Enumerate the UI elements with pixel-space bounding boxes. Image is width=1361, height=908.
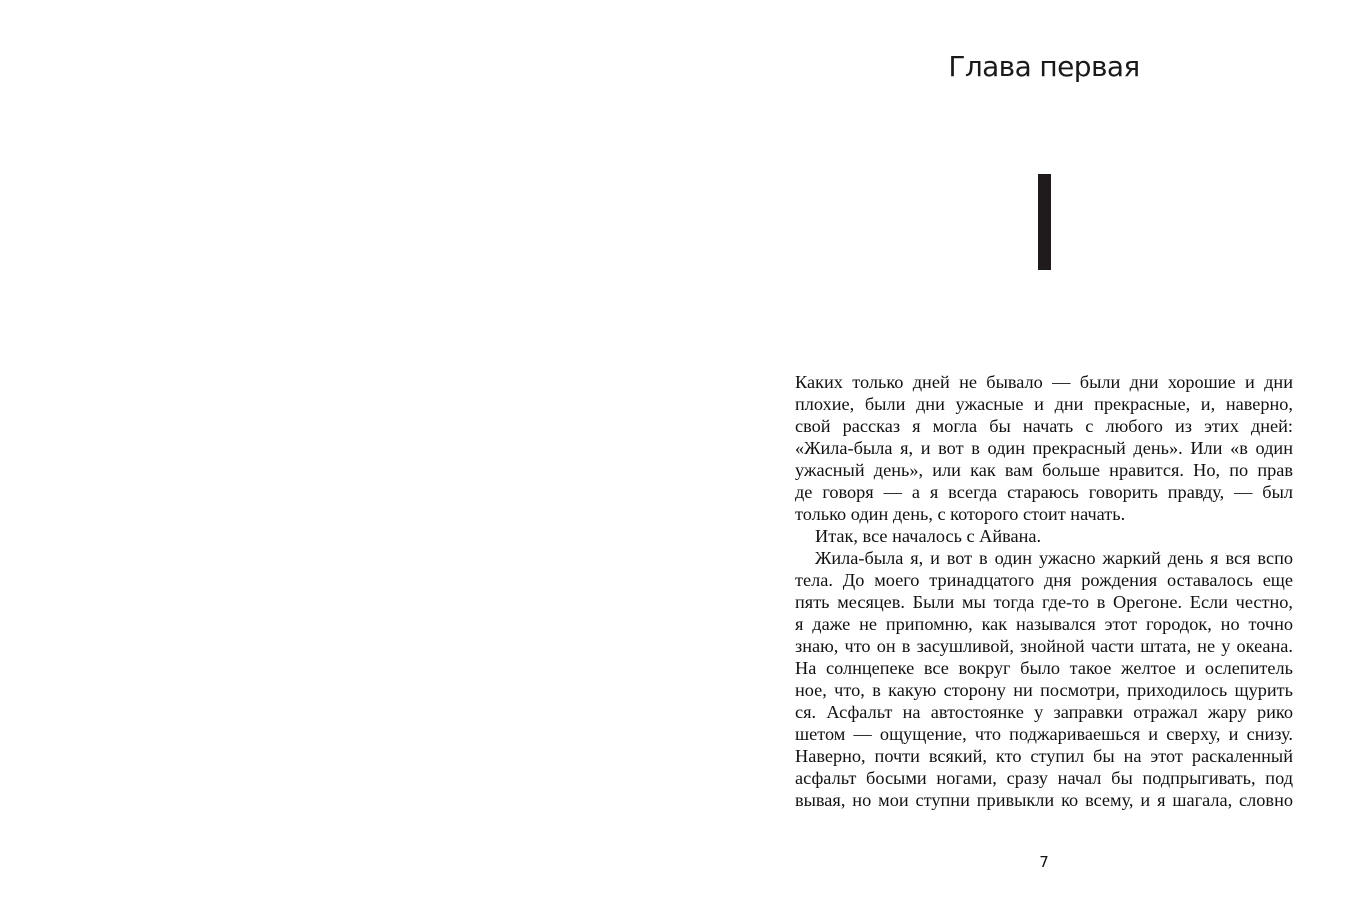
page-number: 7 [1039,853,1049,871]
text-line: Наверно, почти всякий, кто ступил бы на этот раскаленный [795,746,1293,766]
text-line: пять месяцев. Были мы тогда где-то в Орегоне. Если честно, [795,592,1293,612]
text-line: На солнцепеке все вокруг было такое желтое и ослепитель [795,658,1293,678]
text-line: асфальт босыми ногами, сразу начал бы подпрыгивать, под [795,768,1293,788]
text-line: Итак, все началось с Айвана. [815,526,1042,546]
text-line: знаю, что он в засушливой, знойной части штата, не у океана. [795,636,1293,656]
text-line: вывая, но мои ступни привыкли ко всему, и я шагала, словно [795,790,1293,810]
text-line: только один день, с которого стоит начать. [795,504,1126,524]
text-line: шетом — ощущение, что поджариваешься и сверху, и снизу. [795,724,1293,744]
chapter-body-text [795,371,1293,811]
text-line: Каких только дней не бывало — были дни хорошие и дни [795,372,1293,392]
right-page [680,0,1361,908]
text-line: ное, что, в какую сторону ни посмотри, приходилось щурить [795,680,1293,700]
text-line: Жила-была я, и вот в один ужасно жаркий день я вся вспо [815,548,1293,568]
text-line: я даже не припомню, как назывался этот городок, но точно [795,614,1293,634]
chapter-title: Глава первая [948,50,1140,83]
text-line: «Жила-была я, и вот в один прекрасный день». Или «в один [795,438,1293,458]
text-line: свой рассказ я могла бы начать с любого из этих дней: [795,416,1293,436]
text-line: тела. До моего тринадцатого дня рождения оставалось еще [795,570,1293,590]
text-line: плохие, были дни ужасные и дни прекрасные, и, наверно, [795,394,1293,414]
text-line: де говоря — а я всегда стараюсь говорить правду, — был [795,482,1293,502]
left-page-blank [0,0,680,908]
chapter-numeral-one [1038,174,1051,270]
text-line: ся. Асфальт на автостоянке у заправки отражал жару рико [795,702,1293,722]
text-line: ужасный день», или как вам больше нравится. Но, по прав [795,460,1293,480]
